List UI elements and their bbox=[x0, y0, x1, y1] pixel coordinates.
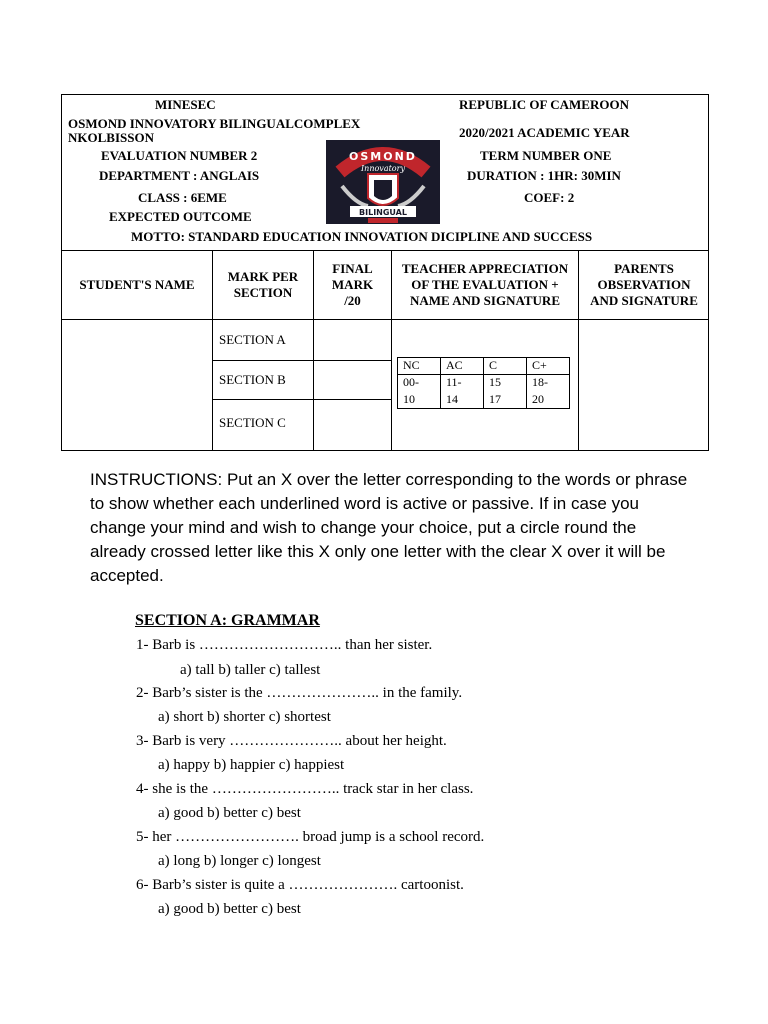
grade-scale-row bbox=[398, 375, 570, 392]
academic-year: 2020/2021 ACADEMIC YEAR bbox=[459, 125, 630, 140]
grade-scale-row bbox=[398, 358, 570, 375]
term-number: TERM NUMBER ONE bbox=[480, 148, 612, 163]
question-3-options: a) happy b) happier c) happiest bbox=[158, 757, 345, 773]
grade-cell: 15 bbox=[484, 375, 527, 392]
section-c-label: SECTION C bbox=[219, 415, 286, 430]
school-logo bbox=[326, 140, 440, 224]
svg-text:BILINGUAL: BILINGUAL bbox=[359, 208, 407, 217]
grade-scale-row bbox=[398, 392, 570, 409]
evaluation-number: EVALUATION NUMBER 2 bbox=[101, 148, 258, 163]
school-name-line1: OSMOND INNOVATORY BILINGUALCOMPLEX bbox=[68, 116, 361, 131]
col-header-student-name: STUDENT'S NAME bbox=[79, 277, 195, 292]
grade-cell: C+ bbox=[527, 358, 570, 375]
question-5-options: a) long b) longer c) longest bbox=[158, 853, 321, 869]
question-2: 2- Barb’s sister is the ………………….. in the family. bbox=[136, 685, 463, 701]
section-a-label: SECTION A bbox=[219, 332, 286, 347]
country-label: REPUBLIC OF CAMEROON bbox=[459, 97, 629, 112]
section-b-label: SECTION B bbox=[219, 372, 286, 387]
question-5: 5- her ……………………. broad jump is a school record. bbox=[136, 829, 485, 845]
school-motto: MOTTO: STANDARD EDUCATION INNOVATION DICIPLINE AND SUCCESS bbox=[131, 229, 593, 244]
section-row-divider-2 bbox=[212, 399, 391, 400]
svg-text:Innovatory: Innovatory bbox=[361, 164, 405, 173]
grade-cell: 00- bbox=[398, 375, 441, 392]
class: CLASS : 6EME bbox=[138, 190, 227, 205]
col-header-mark-per-section: MARK PER SECTION bbox=[227, 269, 299, 300]
question-4: 4- she is the …………………….. track star in her class. bbox=[136, 781, 474, 797]
grade-cell: 18- bbox=[527, 375, 570, 392]
question-3: 3- Barb is very ………………….. about her height. bbox=[136, 733, 447, 749]
grade-cell: C bbox=[484, 358, 527, 375]
grade-cell: NC bbox=[398, 358, 441, 375]
section-a-title: SECTION A: GRAMMAR bbox=[135, 612, 320, 629]
grade-scale-table bbox=[397, 357, 570, 409]
grade-cell: 11- bbox=[441, 375, 484, 392]
grade-cell: 20 bbox=[527, 392, 570, 409]
question-6: 6- Barb’s sister is quite a …………………. cartoonist. bbox=[136, 877, 464, 893]
coefficient: COEF: 2 bbox=[524, 190, 575, 205]
question-2-options: a) short b) shorter c) shortest bbox=[158, 709, 331, 725]
grade-cell: AC bbox=[441, 358, 484, 375]
school-name-line2: NKOLBISSON bbox=[68, 130, 154, 145]
svg-text:OSMOND: OSMOND bbox=[349, 150, 417, 163]
instructions-paragraph: INSTRUCTIONS: Put an X over the letter corresponding to the words or phrase to show whether each underlined word is active or passive. If in case you change your mind and wish to change your choice, put a circle round the already crossed letter like this X only one letter with the clear X over it will be accepted. bbox=[90, 470, 688, 585]
shield-emblem-icon bbox=[326, 140, 440, 224]
expected-outcome: EXPECTED OUTCOME bbox=[109, 209, 252, 224]
grade-cell: 14 bbox=[441, 392, 484, 409]
col-header-teacher-appreciation: TEACHER APPRECIATION OF THE EVALUATION + NAME AND SIGNATURE bbox=[401, 261, 569, 308]
question-6-options: a) good b) better c) best bbox=[158, 901, 301, 917]
department: DEPARTMENT : ANGLAIS bbox=[99, 168, 260, 183]
grade-cell: 17 bbox=[484, 392, 527, 409]
question-1: 1- Barb is ……………………….. than her sister. bbox=[136, 637, 433, 653]
table-header-divider bbox=[61, 319, 709, 320]
col-header-parents-observation: PARENTS OBSERVATION AND SIGNATURE bbox=[590, 261, 698, 308]
col-header-final-mark: FINAL MARK /20 bbox=[331, 261, 374, 308]
grade-cell: 10 bbox=[398, 392, 441, 409]
question-4-options: a) good b) better c) best bbox=[158, 805, 301, 821]
ministry-label: MINESEC bbox=[155, 97, 216, 112]
question-1-options: a) tall b) taller c) tallest bbox=[180, 662, 321, 678]
duration: DURATION : 1HR: 30MIN bbox=[467, 168, 621, 183]
section-row-divider-1 bbox=[212, 360, 391, 361]
